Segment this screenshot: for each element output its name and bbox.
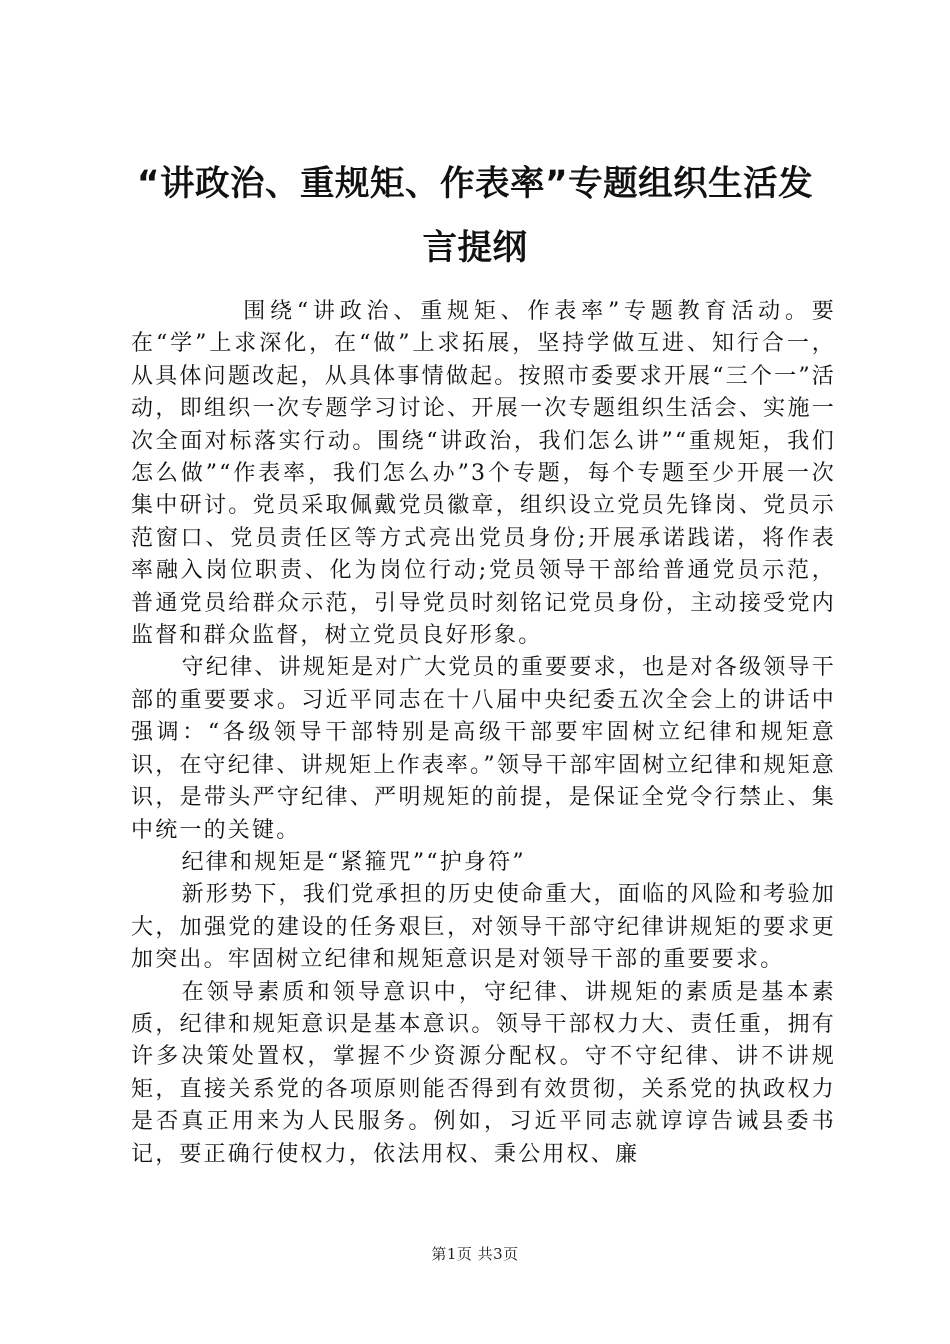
paragraph-activity-overview: 围绕“讲政治、重规矩、作表率”专题教育活动。要在“学”上求深化，在“做”上求拓展，坚持学做互进、知行合一，从具体问题改起，从具体事情做起。按照市委要求开展“三个一”活动，即组织一次专题学习讨论、开展一次专题组织生活会、实施一次全面对标落实行动。围绕“讲政治，我们怎么讲”“重规矩，我们怎么做”“作表率，我们怎么办”3个专题，每个专题至少开展一次集中研讨。党员采取佩戴党员徽章，组织设立党员先锋岗、党员示范窗口、党员责任区等方式亮出党员身份;开展承诺践诺，将作表率融入岗位职责、化为岗位行动;党员领导干部给普通党员示范，普通党员给群众示范，引导党员时刻铭记党员身份，主动接受党内监督和群众监督，树立党员良好形象。 (131, 299, 836, 649)
page-number-footer: 第1页 共3页 (431, 1245, 519, 1263)
document-body (131, 296, 836, 1171)
paragraph-discipline-requirements: 守纪律、讲规矩是对广大党员的重要要求，也是对各级领导干部的重要要求。习近平同志在十八届中央纪委五次全会上的讲话中强调：“各级领导干部特别是高级干部要牢固树立纪律和规矩意识，在守纪律、讲规矩上作表率。”领导干部牢固树立纪律和规矩意识，是带头严守纪律、严明规矩的前提，是保证全党令行禁止、集中统一的关键。 (131, 655, 836, 843)
paragraph-leadership-qualities: 在领导素质和领导意识中，守纪律、讲规矩的素质是基本素质，纪律和规矩意识是基本意识。领导干部权力大、责任重，拥有许多决策处置权，掌握不少资源分配权。守不守纪律、讲不讲规矩，直接关系党的各项原则能否得到有效贯彻，关系党的执政权力是否真正用来为人民服务。例如，习近平同志就谆谆告诫县委书记，要正确行使权力，依法用权、秉公用权、廉 (131, 979, 836, 1167)
paragraph-new-situation: 新形势下，我们党承担的历史使命重大，面临的风险和考验加大，加强党的建设的任务艰巨，对领导干部守纪律讲规矩的要求更加突出。牢固树立纪律和规矩意识是对领导干部的重要要求。 (131, 882, 836, 973)
section-heading-discipline-rules: 纪律和规矩是“紧箍咒”“护身符” (181, 849, 526, 875)
document-title: “讲政治、重规矩、作表率”专题组织生活发言提纲 (136, 164, 814, 268)
